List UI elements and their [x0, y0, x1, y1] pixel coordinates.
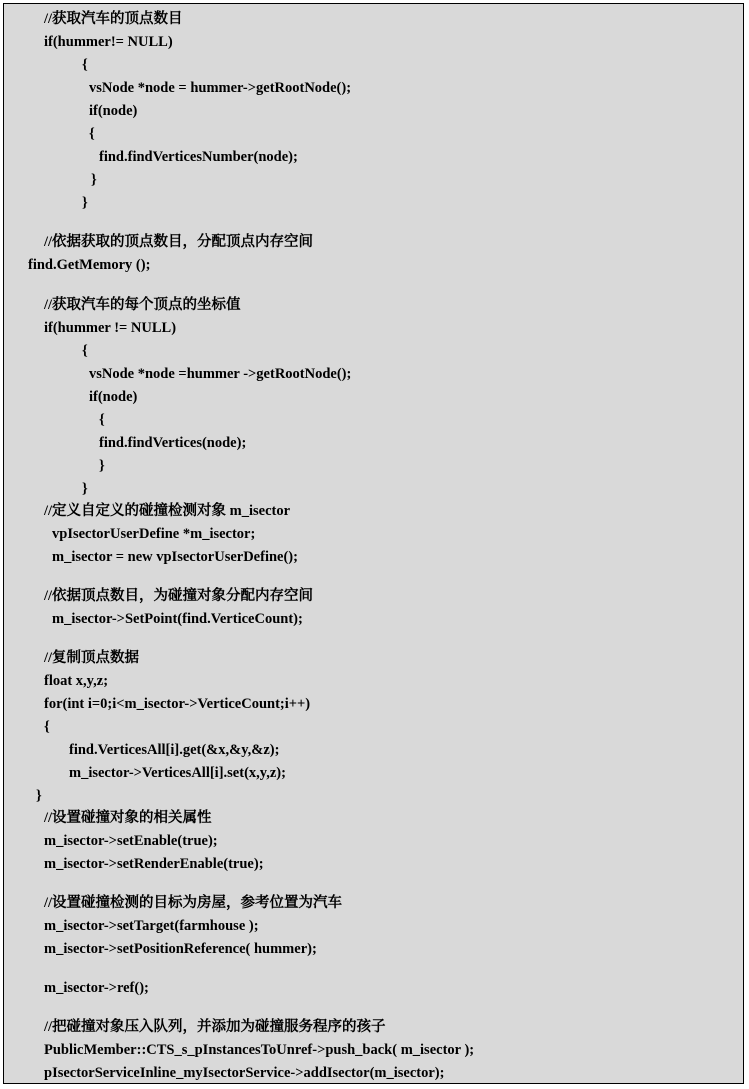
code-line: for(int i=0;i<m_isector->VerticeCount;i++) [44, 696, 311, 712]
code-comment: //依据顶点数目，为碰撞对象分配内存空间 [44, 588, 314, 604]
code-comment: //设置碰撞检测的目标为房屋，参考位置为汽车 [44, 895, 343, 911]
code-comment: //获取汽车的每个顶点的坐标值 [44, 297, 241, 313]
code-line: { [82, 343, 88, 359]
code-line: m_isector = new vpIsectorUserDefine(); [52, 549, 298, 565]
code-line: find.findVertices(node); [99, 435, 247, 451]
code-line: if(node) [89, 389, 138, 405]
code-line: } [82, 195, 88, 211]
code-line: { [99, 412, 105, 428]
code-line: { [82, 57, 88, 73]
code-line: PublicMember::CTS_s_pInstancesToUnref->push_back( m_isector ); [44, 1042, 475, 1058]
code-comment: //设置碰撞对象的相关属性 [44, 810, 212, 826]
code-line: m_isector->setRenderEnable(true); [44, 856, 264, 872]
code-line: pIsectorServiceInline_myIsectorService->addIsector(m_isector); [44, 1065, 445, 1081]
code-comment: //把碰撞对象压入队列，并添加为碰撞服务程序的孩子 [44, 1019, 386, 1035]
code-line: if(hummer!= NULL) [44, 34, 173, 50]
code-line: m_isector->ref(); [44, 980, 149, 996]
code-line: m_isector->setPositionReference( hummer); [44, 941, 317, 957]
code-line: find.VerticesAll[i].get(&x,&y,&z); [69, 742, 280, 758]
code-listing-box [3, 3, 744, 1084]
code-line: m_isector->setTarget(farmhouse ); [44, 918, 259, 934]
code-line: if(node) [89, 103, 138, 119]
code-line: find.findVerticesNumber(node); [99, 149, 298, 165]
code-line: } [91, 172, 97, 188]
code-line: find.GetMemory (); [28, 257, 151, 273]
code-comment: //获取汽车的顶点数目 [44, 11, 183, 27]
code-comment: //复制顶点数据 [44, 650, 140, 666]
code-line: vpIsectorUserDefine *m_isector; [52, 526, 256, 542]
code-line: { [44, 719, 50, 735]
code-line: } [36, 788, 42, 804]
code-line: vsNode *node =hummer ->getRootNode(); [89, 366, 352, 382]
code-comment: //定义自定义的碰撞检测对象 m_isector [44, 503, 291, 519]
code-line: } [99, 458, 105, 474]
code-line: m_isector->SetPoint(find.VerticeCount); [52, 611, 303, 627]
code-line: { [89, 126, 95, 142]
code-line: float x,y,z; [44, 673, 109, 689]
code-line: if(hummer != NULL) [44, 320, 177, 336]
code-line: m_isector->VerticesAll[i].set(x,y,z); [69, 765, 286, 781]
code-line: m_isector->setEnable(true); [44, 833, 218, 849]
code-line: vsNode *node = hummer->getRootNode(); [89, 80, 352, 96]
code-comment: //依据获取的顶点数目，分配顶点内存空间 [44, 234, 314, 250]
code-line: } [82, 481, 88, 497]
